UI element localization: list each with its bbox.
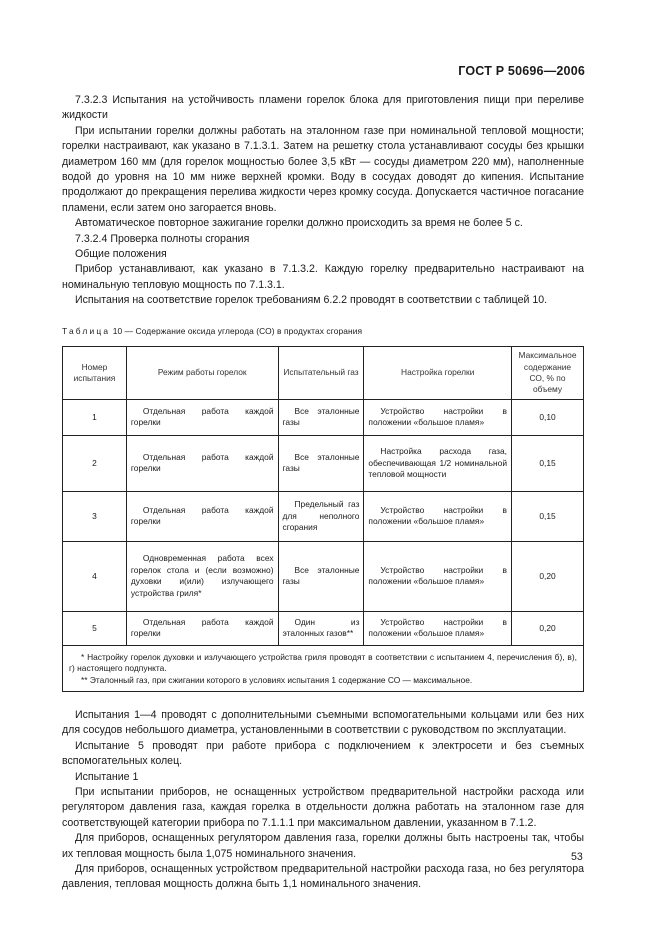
paragraph: Автоматическое повторное зажигание горелки должно происходить за время не более 5 с.	[75, 217, 523, 230]
page-content	[62, 93, 584, 893]
paragraph: Для приборов, оснащенных регулятором давления газа, горелки должны быть настроены так, чтобы их тепловая мощность была 1,075 номинального значения.	[62, 832, 584, 860]
cell-setting: Устройство настройки в положении «большое пламя»	[364, 611, 512, 645]
table-caption-label: Таблица	[62, 325, 111, 336]
cell-setting: Устройство настройки в положении «большое пламя»	[364, 399, 512, 435]
table-caption-text: 10 — Содержание оксида углерода (СО) в продуктах сгорания	[112, 325, 363, 336]
cell-mode: Одновременная работа всех горелок стола и (если возможно) духовки и(или) излучающего устройства гриля*	[126, 541, 278, 611]
header-burner-setting: Настройка горелки	[364, 347, 512, 400]
paragraph: Прибор устанавливают, как указано в 7.1.3.2. Каждую горелку предварительно настраивают на номинальную тепловую мощность по 7.1.3.1.	[62, 263, 584, 291]
subheading-test-1: Испытание 1	[75, 770, 139, 783]
paragraph: При испытании приборов, не оснащенных устройством предварительной настройки расхода или регулятором давления газа, каждая горелка в отдельности должна работать на эталонном газе для соответствующей категории прибора по 7.1.1.1 при максимальном давлении, указанном в 7.1.2.	[62, 785, 584, 829]
page-number: 53	[571, 851, 583, 863]
table-row	[63, 611, 584, 645]
cell-co: 0,15	[512, 491, 584, 541]
cell-gas: Все эталонные газы	[278, 399, 364, 435]
paragraph: Испытания на соответствие горелок требованиям 6.2.2 проводят в соответствии с таблицей 10.	[75, 294, 548, 307]
header-burner-mode: Режим работы горелок	[126, 347, 278, 400]
subheading-general: Общие положения	[75, 248, 167, 261]
cell-setting: Устройство настройки в положении «большое пламя»	[364, 541, 512, 611]
table-notes	[63, 645, 584, 691]
section-7-3-2-4-heading: 7.3.2.4 Проверка полноты сгорания	[75, 232, 250, 245]
cell-num: 5	[63, 611, 127, 645]
table-footnote: ** Эталонный газ, при сжигании которого в условиях испытания 1 содержание СО — максимальное.	[81, 674, 473, 685]
cell-setting: Настройка расхода газа, обеспечивающая 1/2 номинальной тепловой мощности	[364, 435, 512, 491]
table-footnote: * Настройку горелок духовки и излучающего устройства гриля проводят в соответствии с испытанием 4, перечисления б), в), г) настоящего подпункта.	[69, 651, 577, 674]
cell-num: 3	[63, 491, 127, 541]
cell-num: 2	[63, 435, 127, 491]
cell-num: 1	[63, 399, 127, 435]
cell-co: 0,20	[512, 541, 584, 611]
table-row	[63, 541, 584, 611]
header-test-gas: Испытательный газ	[278, 347, 364, 400]
table-row	[63, 399, 584, 435]
cell-co: 0,10	[512, 399, 584, 435]
section-7-3-2-3-heading: 7.3.2.3 Испытания на устойчивость пламени горелок блока для приготовления пищи при переливе жидкости	[62, 94, 584, 122]
cell-mode: Отдельная работа каждой горелки	[126, 399, 278, 435]
header-test-number: Номер испытания	[63, 347, 127, 400]
cell-num: 4	[63, 541, 127, 611]
cell-mode: Отдельная работа каждой горелки	[126, 435, 278, 491]
cell-gas: Один из эталонных газов**	[278, 611, 364, 645]
fraction-one-half: 1/2	[439, 457, 452, 468]
paragraph: Для приборов, оснащенных устройством предварительной настройки расхода газа, но без регулятора давления, тепловая мощность должна быть 1,1 номинального значения.	[62, 863, 584, 891]
paragraph: При испытании горелки должны работать на эталонном газе при номинальной тепловой мощности; горелки настраивают, как указано в 7.1.3.1. Затем на решетку стола устанавливают сосуды без крышки диаметром 160 мм (для горелок мощностью более 3,5 кВт — сосуды диаметром 220 мм), наполненные водой до уровня на 10 мм ниже верхней кромки. Воду в сосудах доводят до кипения. Испытание продолжают до прекращения перелива жидкости через кромку сосуда. Допускается частичное погасание пламени, если затем оно загорается вновь.	[62, 124, 584, 214]
table-notes-row	[63, 645, 584, 691]
cell-mode: Отдельная работа каждой горелки	[126, 611, 278, 645]
cell-setting: Устройство настройки в положении «большое пламя»	[364, 491, 512, 541]
cell-mode: Отдельная работа каждой горелки	[126, 491, 278, 541]
cell-gas: Все эталонные газы	[278, 541, 364, 611]
table-caption	[62, 324, 584, 339]
header-max-co: Максимальное содержание СО, % по объему	[512, 347, 584, 400]
cell-co: 0,20	[512, 611, 584, 645]
co-content-table	[62, 346, 584, 692]
paragraph: Испытания 1—4 проводят с дополнительными съемными вспомогательными кольцами или без них для сосудов небольшого диаметра, установленными в соответствии с руководством по эксплуатации.	[62, 708, 584, 737]
cell-gas: Все эталонные газы	[278, 435, 364, 491]
table-header-row	[63, 347, 584, 400]
paragraph: Испытание 5 проводят при работе прибора с подключением к электросети и без съемных вспомогательных колец.	[62, 739, 584, 768]
table-row	[63, 491, 584, 541]
table-row	[63, 435, 584, 491]
cell-co: 0,15	[512, 435, 584, 491]
cell-gas: Предельный газ для неполного сгорания	[278, 491, 364, 541]
document-id: ГОСТ Р 50696—2006	[458, 64, 585, 78]
